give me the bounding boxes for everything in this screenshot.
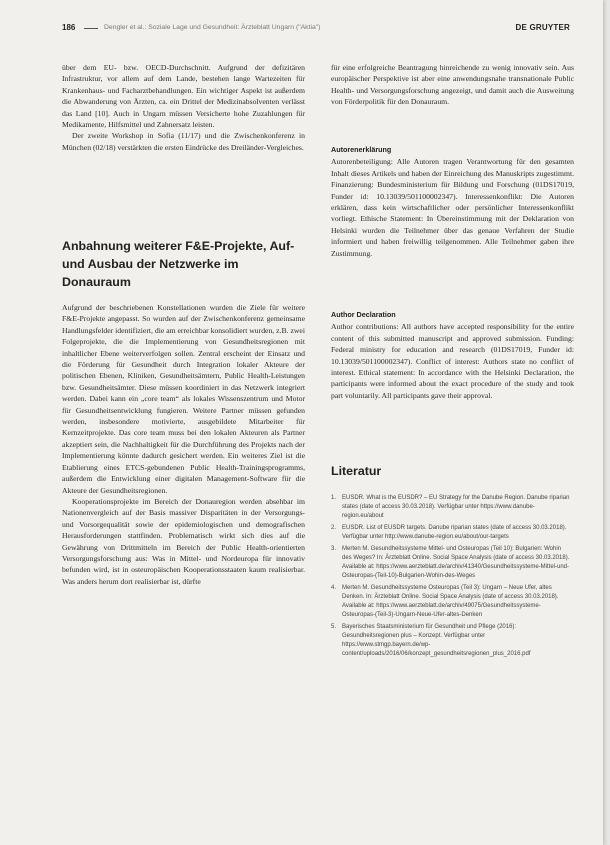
reference-text: Merten M. Gesundheitssysteme Mittel- und Osteuropas (Teil 10): Bulgarien: Wohin des Weges? In: Ärzteblatt Online. Social Space Analysis (date of access 30.03.2018). Available at: https://www.aerzteblatt.de/archiv/41340/Gesundheitssysteme-Mittel-und-Osteuropas-(Teil-10)-Bulgarien-Wohin-des-Weges — [342, 546, 570, 579]
reference-list — [331, 494, 571, 662]
reference-item — [331, 584, 571, 620]
autorenerklaerung-block — [331, 144, 574, 259]
left-column-body — [62, 302, 305, 587]
reference-text: EUSDR. List of EUSDR targets. Danube riparian states (date of access 30.03.2018). Verfügbar unter http://www.danube-region.eu/about/our-targets — [342, 525, 567, 540]
paragraph: über dem EU- bzw. OECD-Durchschnitt. Aufgrund der defizitären Infrastruktur, vor allem auf dem Lande, bestehen lange Wartezeiten für Krankenhaus- und Facharztbehandlungen. Ein wichtiger Aspekt ist außerdem die Abwanderung von Ärzten, ca. ein Drittel der Medizinabsolventen verlässt das Land [10]. Auch in Ungarn müssen Versicherte hohe Zuzahlungen für Medikamente, Hilfsmittel und Zahnersatz leisten. — [62, 63, 305, 130]
paragraph: Aufgrund der beschriebenen Konstellationen wurden die Ziele für weitere F&E-Projekte angepasst. So wurden auf der Zwischenkonferenz gemeinsame Handlungsfelder identifiziert, die am erreichbar konsolidiert wurden, z.B. zwei Folgeprojekte, die die Implementierung von Gesundheitsregionen mit inhaltlicher Ebene weiterverfolgen sollen. Zentral erscheint der Einsatz und die Förderung für Gesundheit durch Integration lokaler Akteure der politischen Ebenen, Kliniken, Gesundheitsämtern, Public Health-Leistungen bzw. Gesundheitsämter. Diese müssen koordiniert in das Netzwerk integriert werden. Dabei kann ein „core team“ als lokales Wissenszentrum und Motor für Gesundheitsentwicklung fungieren. Weitere Partner müssen gefunden werden, insbesondere motivierte, ausgebildete Mitarbeiter für Kernzeitprojekte. Das core team muss bei den lokalen Akteuren als Partner akzeptiert sein, die Nachhaltigkeit für die Durchführung des Projekts nach der Implementierung könnte dadurch gesichert werden. Ein weiteres Ziel ist die Etablierung eines ETCS-gebundenen Public Health-Trainingsprogramms, außerdem die Entwicklung einer digitalen Management-Software für die Akteure der Gesundheitsregionen. — [62, 303, 305, 495]
reference-number: 3. — [331, 546, 337, 552]
left-column-intro — [62, 62, 305, 153]
section-heading: Anbahnung weiterer F&E-Projekte, Auf- und Ausbau der Netzwerke im Donauraum — [62, 239, 295, 289]
literatur-heading: Literatur — [331, 464, 382, 478]
header-divider — [84, 28, 98, 29]
paragraph: Kooperationsprojekte im Bereich der Donauregion werden absehbar im Nationenvergleich auf der Basis massiver Disparitäten in der Versorgungs- und Vorsorgequalität sowie der epidemiologischen und demografischen Herausforderungen stattfinden. Problematisch wirkt sich dies auf die Gewährung von Drittmitteln im Bereich der Public Health-orientierten Versorgungsforschung aus: Was in Mittel- und Nordeuropa für innovativ befunden wird, ist in osteuropäischen Kooperationsstaaten kaum realisierbar. Was anders herum dort realisierbar ist, dürfte — [62, 496, 305, 586]
paragraph: Author contributions: All authors have accepted responsibility for the entire content of this submitted manuscript and approved submission. Funding: Federal ministry for education and research (01DS17019, Funder id: 10.13039/501100002347). Conflict of interest: Authors state no conflict of interest. Ethical statement: In accordance with the Helsinki Declaration, the participants were informed about the exact procedure of the study and took part voluntarily. All participants gave their approval. — [331, 322, 574, 400]
reference-number: 4. — [331, 585, 337, 591]
page-number: 186 — [62, 23, 76, 32]
subsection-heading: Autorenerklärung — [331, 145, 392, 154]
reference-number: 5. — [331, 624, 337, 630]
right-column-intro — [331, 62, 574, 108]
reference-text: Bayerisches Staatsministerium für Gesundheit und Pflege (2016): Gesundheitsregionen plus – Konzept. Verfügbar unter https://www.stmgp.bayern.de/wp-content/uploads/2016/06/konzept_gesundheitsregionen_plus_2016.pdf — [342, 624, 531, 657]
paragraph: Der zweite Workshop in Sofia (11/17) und die Zwischenkonferenz in München (02/18) verstärkten die ersten Eindrücke des Dreiländer-Vergleiches. — [62, 131, 305, 152]
paragraph: Autorenbeteiligung: Alle Autoren tragen Verantwortung für den gesamten Inhalt dieses Artikels und haben der Einreichung des Manuskripts zugestimmt. Finanzierung: Bundesministerium für Bildung und Forschung (01DS17019, Funder id: 10.13039/501100002347). Interessenkonflikt: Die Autoren erklären, dass kein wirtschaftlicher oder persönlicher Interessenkonflikt vorliegt. Ethische Statement: In Übereinstimmung mit der Deklaration von Helsinki wurden die Teilnehmer über das genaue Verfahren der Studie informiert und haben freiwillig teilgenommen. Alle Teilnehmer gaben ihre Zustimmung. — [331, 157, 574, 258]
paragraph: für eine erfolgreiche Beantragung hinreichende zu wenig innovativ sein. Aus europäischer Perspektive ist aber eine anwendungsnahe transnationale Public Health- und Versorgungsforschung angezeigt, und damit auch die Ausweitung von Förderpolitik für den Donauraum. — [331, 63, 574, 107]
reference-number: 2. — [331, 525, 337, 531]
running-header — [62, 23, 570, 37]
reference-item — [331, 494, 571, 521]
reference-text: Merten M. Gesundheitssysteme Osteuropas (Teil 3): Ungarn – Neue Ufer, altes Denken. In: Ärzteblatt Online. Social Space Analysis (date of access 30.03.2018). Available at: https://www.aerzteblatt.de/archiv/49075/Gesundheitssysteme-Osteuropas-(Teil-3)-Ungarn-Neue-Ufer-altes-Denken — [342, 585, 559, 618]
reference-item — [331, 545, 571, 581]
subsection-heading: Author Declaration — [331, 310, 396, 319]
running-title: Dengler et al.: Soziale Lage und Gesundheit: Ärzteblatt Ungarn ("Aktia") — [104, 24, 321, 31]
publisher-name: DE GRUYTER — [515, 23, 570, 32]
reference-text: EUSDR. What is the EUSDR? – EU Strategy for the Danube Region. Danube riparian states (date of access 30.03.2018). Verfügbar unter https://www.danube-region.eu/about — [342, 495, 570, 519]
reference-number: 1. — [331, 495, 337, 501]
author-declaration-block — [331, 309, 574, 401]
reference-item — [331, 623, 571, 659]
reference-item — [331, 524, 571, 542]
